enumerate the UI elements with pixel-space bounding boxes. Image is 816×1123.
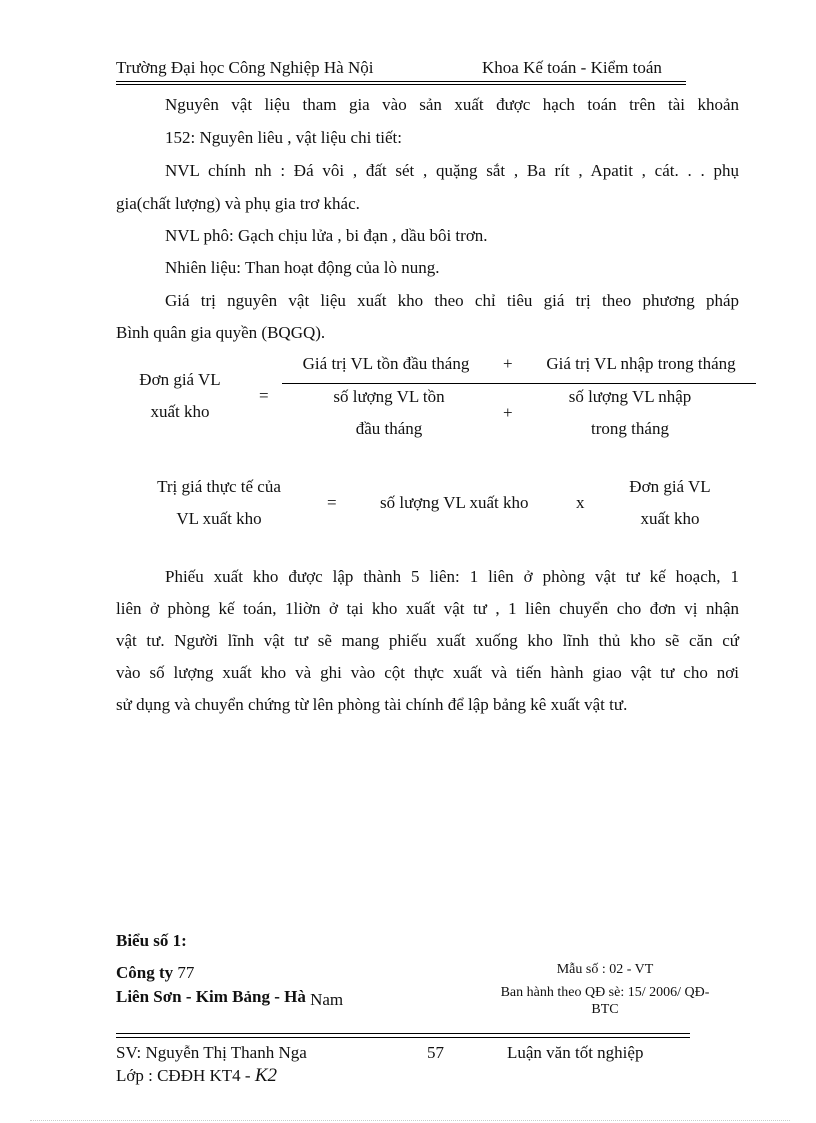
footer-page-number: 57 <box>427 1043 444 1062</box>
form-number: Mẫu số : 02 - VT <box>556 962 654 977</box>
form-company-label: Công ty <box>116 963 174 982</box>
paragraph-5-line-1: Giá trị nguyên vật liệu xuất kho theo chỉ tiêu giá trị theo phương pháp <box>165 291 739 310</box>
form-address-bold: Liên Sơn - Kim Bảng - Hà <box>116 987 306 1006</box>
footer-rule-top <box>116 1033 690 1034</box>
page-bottom-dotted-line <box>30 1120 790 1121</box>
formula1-numerator-plus: + <box>503 354 513 373</box>
formula2-times: x <box>576 493 585 512</box>
paragraph-1-line-1: Nguyên vật liệu tham gia vào sản xuất được hạch toán trên tài khoản <box>165 95 739 114</box>
form-decree-line-2: BTC <box>591 1002 619 1017</box>
formula2-equals: = <box>327 493 337 512</box>
form-address-tail: Nam <box>310 990 344 1009</box>
formula2-middle: số lượng VL xuất kho <box>380 493 529 512</box>
paragraph-2-line-2: gia(chất lượng) và phụ gia trơ khác. <box>116 194 360 213</box>
formula1-equals: = <box>259 386 269 405</box>
form-title: Biểu số 1: <box>116 931 187 950</box>
paragraph-4: Nhiên liệu: Than hoạt động của lò nung. <box>165 258 440 277</box>
footer-class <box>116 1065 277 1087</box>
paragraph-6-line-1: Phiếu xuất kho được lập thành 5 liên: 1 liên ở phòng vật tư kế hoạch, 1 <box>165 567 739 586</box>
form-decree-line-1: Ban hành theo QĐ sè: 15/ 2006/ QĐ- <box>500 985 710 1000</box>
formula1-fraction-bar <box>282 383 756 384</box>
formula1-denominator-left-line-2: đầu tháng <box>355 419 423 438</box>
footer-class-suffix: K2 <box>254 1065 278 1086</box>
formula1-denominator-right-line-2: trong tháng <box>591 419 669 438</box>
formula1-lhs-line-1: Đơn giá VL <box>139 370 221 389</box>
header-rule-top <box>116 81 686 82</box>
paragraph-2-line-1: NVL chính nh : Đá vôi , đất sét , quặng sắt , Ba rít , Apatit , cát. . . phụ <box>165 161 739 180</box>
paragraph-1-line-2: 152: Nguyên liêu , vật liệu chi tiết: <box>165 128 403 147</box>
paragraph-6-line-3: vật tư. Người lĩnh vật tư sẽ mang phiếu xuất xuống kho lĩnh thủ kho sẽ căn cứ <box>116 631 739 650</box>
footer-student: SV: Nguyễn Thị Thanh Nga <box>116 1043 307 1062</box>
paragraph-6-line-2: liên ở phòng kế toán, 1liờn ở tại kho xuất vật tư , 1 liên chuyển cho đơn vị nhận <box>116 599 739 618</box>
formula2-lhs-line-2: VL xuất kho <box>176 509 262 528</box>
formula1-lhs-line-2: xuất kho <box>150 402 210 421</box>
form-address <box>116 987 343 1007</box>
formula2-lhs-line-1: Trị giá thực tế của <box>157 477 281 496</box>
header-rule-bottom <box>116 84 686 85</box>
footer-class-label: Lớp : CĐĐH KT4 - <box>116 1066 251 1085</box>
header-school: Trường Đại học Công Nghiệp Hà Nội <box>116 58 374 77</box>
header-faculty: Khoa Kế toán - Kiểm toán <box>482 58 662 77</box>
formula1-numerator-right: Giá trị VL nhập trong tháng <box>546 354 736 373</box>
formula2-rhs-line-1: Đơn giá VL <box>629 477 711 496</box>
formula1-denominator-plus: + <box>503 403 513 422</box>
formula1-numerator-left: Giá trị VL tồn đầu tháng <box>302 354 470 373</box>
formula2-rhs-line-2: xuất kho <box>640 509 700 528</box>
paragraph-6-line-5: sử dụng và chuyển chứng từ lên phòng tài chính để lập bảng kê xuất vật tư. <box>116 695 628 714</box>
form-company-number: 77 <box>177 963 195 982</box>
formula1-denominator-left-line-1: số lượng VL tồn <box>333 387 445 406</box>
form-company <box>116 963 194 983</box>
paragraph-6-line-4: vào số lượng xuất kho và ghi vào cột thực xuất và tiến hành giao vật tư cho nơi <box>116 663 739 682</box>
footer-rule-bottom <box>116 1037 690 1038</box>
paragraph-5-line-2: Bình quân gia quyền (BQGQ). <box>116 323 326 342</box>
footer-thesis: Luận văn tốt nghiệp <box>507 1043 644 1062</box>
formula1-denominator-right-line-1: số lượng VL nhập <box>568 387 692 406</box>
paragraph-3: NVL phô: Gạch chịu lửa , bi đạn , dầu bôi trơn. <box>165 226 488 245</box>
